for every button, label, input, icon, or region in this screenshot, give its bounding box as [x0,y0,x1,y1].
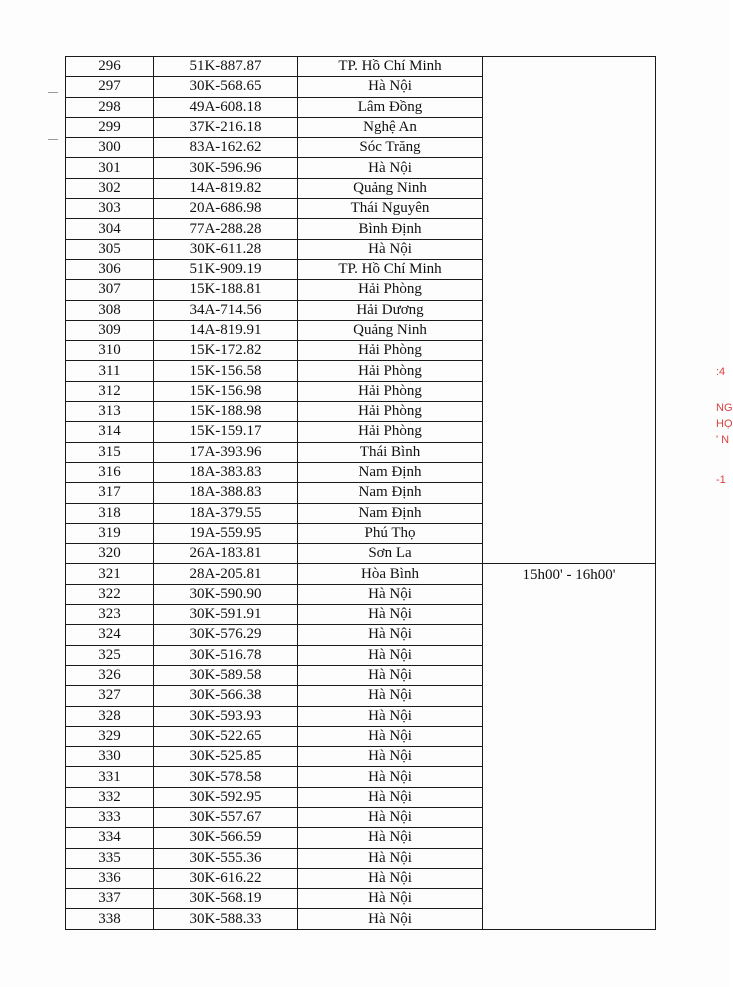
row-number-cell: 319 [66,523,154,543]
margin-tick [48,92,58,93]
license-plate-cell: 30K-555.36 [154,848,298,868]
row-number-cell: 305 [66,239,154,259]
license-plate-cell: 30K-592.95 [154,787,298,807]
row-number-cell: 296 [66,57,154,77]
row-number-cell: 304 [66,219,154,239]
row-number-cell: 336 [66,868,154,888]
row-number-cell: 331 [66,767,154,787]
license-plate-table-body [66,57,656,930]
province-cell: Hải Dương [298,300,483,320]
row-number-cell: 297 [66,77,154,97]
license-plate-cell: 30K-616.22 [154,868,298,888]
stamp-fragment: :4 [716,366,726,378]
province-cell: Thái Bình [298,442,483,462]
license-plate-cell: 30K-568.19 [154,889,298,909]
row-number-cell: 335 [66,848,154,868]
license-plate-cell: 15K-172.82 [154,341,298,361]
row-number-cell: 330 [66,747,154,767]
table-row [66,564,656,584]
license-plate-cell: 15K-156.58 [154,361,298,381]
row-number-cell: 312 [66,381,154,401]
license-plate-cell: 15K-188.81 [154,280,298,300]
license-plate-cell: 51K-909.19 [154,259,298,279]
province-cell: Lâm Đồng [298,97,483,117]
license-plate-cell: 30K-611.28 [154,239,298,259]
license-plate-cell: 30K-516.78 [154,645,298,665]
row-number-cell: 320 [66,544,154,564]
row-number-cell: 302 [66,178,154,198]
province-cell: Hà Nội [298,584,483,604]
license-plate-cell: 17A-393.96 [154,442,298,462]
row-number-cell: 322 [66,584,154,604]
row-number-cell: 327 [66,686,154,706]
license-plate-cell: 30K-557.67 [154,807,298,827]
province-cell: Hải Phòng [298,361,483,381]
license-plate-cell: 15K-159.17 [154,422,298,442]
row-number-cell: 311 [66,361,154,381]
province-cell: Hà Nội [298,665,483,685]
row-number-cell: 303 [66,199,154,219]
license-plate-cell: 37K-216.18 [154,117,298,137]
province-cell: Hà Nội [298,77,483,97]
stamp-fragment: -1 [716,474,726,486]
row-number-cell: 307 [66,280,154,300]
row-number-cell: 323 [66,605,154,625]
time-slot-label: 15h00' - 16h00' [522,567,616,584]
license-plate-cell: 34A-714.56 [154,300,298,320]
province-cell: Hải Phòng [298,402,483,422]
province-cell: Hà Nội [298,787,483,807]
stamp-fragment: ' N [716,434,730,446]
row-number-cell: 318 [66,503,154,523]
license-plate-cell: 30K-591.91 [154,605,298,625]
province-cell: Phú Thọ [298,523,483,543]
province-cell: Hà Nội [298,625,483,645]
license-plate-cell: 30K-593.93 [154,706,298,726]
row-number-cell: 309 [66,320,154,340]
license-plate-cell: 51K-887.87 [154,57,298,77]
license-plate-cell: 30K-590.90 [154,584,298,604]
row-number-cell: 337 [66,889,154,909]
license-plate-cell: 18A-383.83 [154,462,298,482]
license-plate-table [65,56,656,930]
province-cell: Hà Nội [298,686,483,706]
license-plate-cell: 30K-522.65 [154,726,298,746]
row-number-cell: 314 [66,422,154,442]
license-plate-cell: 26A-183.81 [154,544,298,564]
province-cell: Hà Nội [298,158,483,178]
row-number-cell: 334 [66,828,154,848]
row-number-cell: 329 [66,726,154,746]
province-cell: Sóc Trăng [298,138,483,158]
row-number-cell: 316 [66,462,154,482]
license-plate-cell: 28A-205.81 [154,564,298,584]
province-cell: Quảng Ninh [298,178,483,198]
province-cell: Hà Nội [298,807,483,827]
province-cell: Hà Nội [298,706,483,726]
license-plate-cell: 30K-568.65 [154,77,298,97]
province-cell: Hà Nội [298,726,483,746]
license-plate-cell: 30K-566.38 [154,686,298,706]
province-cell: Hà Nội [298,889,483,909]
province-cell: Quảng Ninh [298,320,483,340]
province-cell: Thái Nguyên [298,199,483,219]
license-plate-cell: 83A-162.62 [154,138,298,158]
province-cell: Nam Định [298,462,483,482]
table-row [66,57,656,77]
row-number-cell: 308 [66,300,154,320]
province-cell: Hà Nội [298,909,483,929]
license-plate-cell: 30K-578.58 [154,767,298,787]
province-cell: Hà Nội [298,868,483,888]
province-cell: Hòa Bình [298,564,483,584]
license-plate-cell: 15K-188.98 [154,402,298,422]
row-number-cell: 317 [66,483,154,503]
time-slot-cell [483,564,656,929]
province-cell: Nam Định [298,503,483,523]
province-cell: Nam Định [298,483,483,503]
row-number-cell: 328 [66,706,154,726]
province-cell: Hà Nội [298,767,483,787]
row-number-cell: 324 [66,625,154,645]
license-plate-cell: 77A-288.28 [154,219,298,239]
province-cell: Hà Nội [298,747,483,767]
row-number-cell: 333 [66,807,154,827]
province-cell: Hà Nội [298,239,483,259]
row-number-cell: 315 [66,442,154,462]
province-cell: Hải Phòng [298,341,483,361]
stamp-fragment: NG [716,402,733,414]
province-cell: Hà Nội [298,605,483,625]
province-cell: Hà Nội [298,645,483,665]
row-number-cell: 300 [66,138,154,158]
province-cell: Hải Phòng [298,381,483,401]
time-slot-cell [483,57,656,564]
license-plate-cell: 20A-686.98 [154,199,298,219]
license-plate-cell: 30K-566.59 [154,828,298,848]
row-number-cell: 301 [66,158,154,178]
margin-tick [48,139,58,140]
license-plate-cell: 49A-608.18 [154,97,298,117]
row-number-cell: 326 [66,665,154,685]
province-cell: Hà Nội [298,848,483,868]
province-cell: Nghệ An [298,117,483,137]
province-cell: Hà Nội [298,828,483,848]
row-number-cell: 338 [66,909,154,929]
province-cell: TP. Hồ Chí Minh [298,259,483,279]
license-plate-cell: 15K-156.98 [154,381,298,401]
license-plate-cell: 18A-379.55 [154,503,298,523]
row-number-cell: 325 [66,645,154,665]
row-number-cell: 298 [66,97,154,117]
province-cell: Hải Phòng [298,422,483,442]
license-plate-cell: 30K-525.85 [154,747,298,767]
province-cell: Hải Phòng [298,280,483,300]
license-plate-cell: 30K-588.33 [154,909,298,929]
province-cell: TP. Hồ Chí Minh [298,57,483,77]
stamp-fragment: HỌ [716,418,733,430]
license-plate-cell: 30K-589.58 [154,665,298,685]
license-plate-cell: 30K-576.29 [154,625,298,645]
row-number-cell: 313 [66,402,154,422]
license-plate-cell: 19A-559.95 [154,523,298,543]
row-number-cell: 332 [66,787,154,807]
license-plate-cell: 18A-388.83 [154,483,298,503]
row-number-cell: 306 [66,259,154,279]
row-number-cell: 299 [66,117,154,137]
time-slot-label [483,57,655,59]
row-number-cell: 310 [66,341,154,361]
province-cell: Bình Định [298,219,483,239]
row-number-cell: 321 [66,564,154,584]
license-plate-cell: 14A-819.91 [154,320,298,340]
license-plate-cell: 14A-819.82 [154,178,298,198]
license-plate-cell: 30K-596.96 [154,158,298,178]
province-cell: Sơn La [298,544,483,564]
